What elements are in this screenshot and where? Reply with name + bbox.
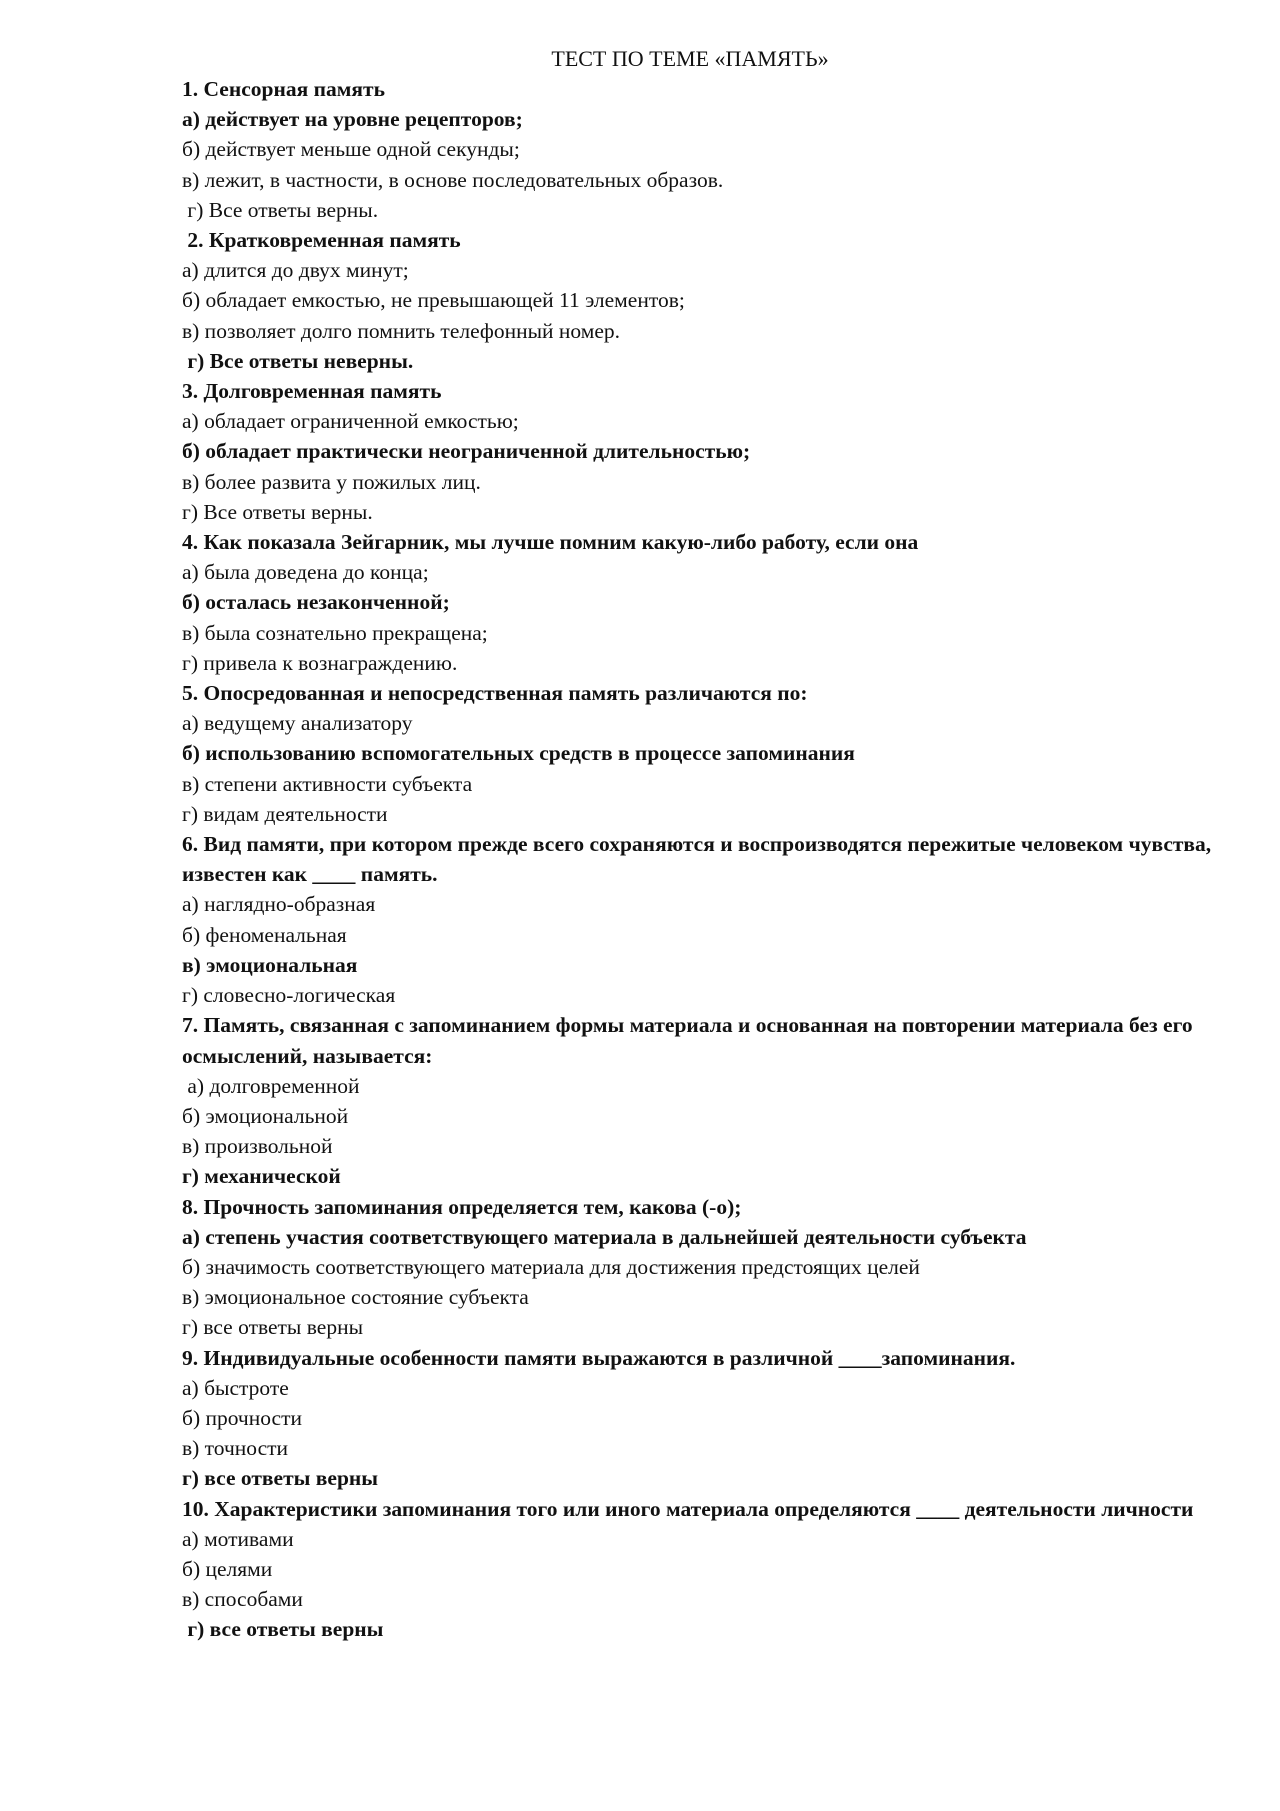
question-block [182, 1010, 1212, 1191]
answer-option: г) видам деятельности [182, 801, 388, 826]
answer-option: а) наглядно-образная [182, 892, 376, 917]
answer-option: в) точности [182, 1436, 289, 1461]
answer-option: г) все ответы верны [182, 1617, 384, 1642]
answer-option: г) все ответы верны [182, 1315, 364, 1340]
question-text: 2. Кратковременная память [182, 228, 461, 253]
answer-option: а) обладает ограниченной емкостью; [182, 409, 519, 434]
question-block [182, 829, 1217, 1010]
question-block [182, 1343, 1212, 1494]
answer-option: б) прочности [182, 1405, 302, 1430]
answer-option: б) действует меньше одной секунды; [182, 137, 520, 162]
answer-option: а) быстроте [182, 1375, 289, 1400]
question-block [182, 376, 1212, 527]
question-block [182, 527, 1212, 678]
answer-option: а) ведущему анализатору [182, 711, 413, 736]
answer-option: б) значимость соответствующего материала для достижения предстоящих целей [182, 1254, 920, 1279]
question-block [182, 1192, 1212, 1343]
answer-option: б) обладает емкостью, не превышающей 11 элементов; [182, 288, 685, 313]
question-text: 4. Как показала Зейгарник, мы лучше помним какую-либо работу, если она [182, 530, 919, 555]
question-block [182, 678, 1212, 829]
answer-option: в) эмоциональное состояние субъекта [182, 1285, 529, 1310]
question-text: 7. Память, связанная с запоминанием формы материала и основанная на повторении материала без его осмыслений, называется: [182, 1013, 1198, 1068]
answer-option: в) лежит, в частности, в основе последовательных образов. [182, 167, 724, 192]
question-text: 6. Вид памяти, при котором прежде всего сохраняются и воспроизводятся пережитые человеком чувства, известен как ____ память. [182, 832, 1217, 887]
answer-option: а) мотивами [182, 1526, 294, 1551]
answer-option: г) все ответы верны [182, 1466, 379, 1491]
answer-option: г) Все ответы неверны. [182, 348, 414, 373]
answer-option: б) использованию вспомогательных средств в процессе запоминания [182, 741, 855, 766]
answer-option: г) привела к вознаграждению. [182, 650, 458, 675]
answer-option: б) обладает практически неограниченной длительностью; [182, 439, 751, 464]
question-text: 10. Характеристики запоминания того или иного материала определяются ____ деятельности личности [182, 1496, 1194, 1521]
question-text: 3. Долговременная память [182, 379, 442, 404]
answer-option: а) была доведена до конца; [182, 560, 429, 585]
question-text: 8. Прочность запоминания определяется тем, какова (-о); [182, 1194, 742, 1219]
answer-option: б) осталась незаконченной; [182, 590, 450, 615]
answer-option: г) Все ответы верны. [182, 197, 379, 222]
answer-option: г) Все ответы верны. [182, 499, 373, 524]
question-list [182, 74, 1217, 1645]
question-block [182, 1494, 1212, 1645]
answer-option: в) была сознательно прекращена; [182, 620, 488, 645]
answer-option: г) словесно-логическая [182, 983, 396, 1008]
answer-option: в) степени активности субъекта [182, 771, 473, 796]
answer-option: г) механической [182, 1164, 341, 1189]
page-title: ТЕСТ ПО ТЕМЕ «ПАМЯТЬ» [551, 46, 829, 71]
answer-option: в) произвольной [182, 1134, 333, 1159]
answer-option: в) более развита у пожилых лиц. [182, 469, 481, 494]
answer-option: в) позволяет долго помнить телефонный номер. [182, 318, 621, 343]
question-block [182, 225, 1212, 376]
question-text: 5. Опосредованная и непосредственная память различаются по: [182, 681, 808, 706]
question-text: 1. Сенсорная память [182, 77, 385, 101]
question-block [182, 74, 1212, 225]
answer-option: а) длится до двух минут; [182, 258, 409, 283]
answer-option: б) феноменальная [182, 922, 347, 947]
answer-option: а) долговременной [182, 1073, 360, 1098]
answer-option: в) способами [182, 1587, 303, 1612]
answer-option: б) эмоциональной [182, 1103, 349, 1128]
answer-option: в) эмоциональная [182, 952, 358, 977]
answer-option: а) действует на уровне рецепторов; [182, 107, 523, 132]
answer-option: б) целями [182, 1556, 273, 1581]
question-text: 9. Индивидуальные особенности памяти выражаются в различной ____запоминания. [182, 1345, 1016, 1370]
answer-option: а) степень участия соответствующего материала в дальнейшей деятельности субъекта [182, 1224, 1027, 1249]
